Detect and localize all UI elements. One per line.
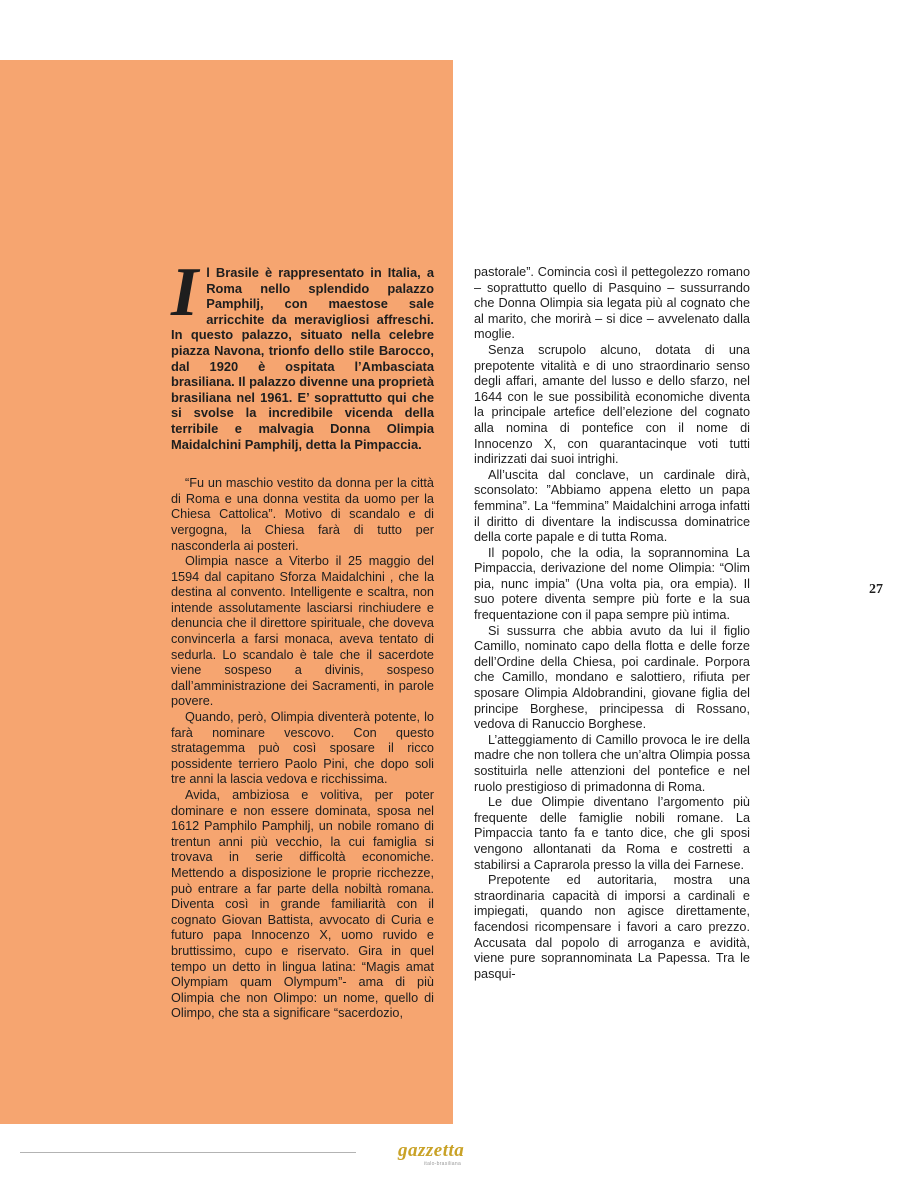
body-paragraph: Avida, ambiziosa e volitiva, per poter dominare e non essere dominata, sposa nel 1612 Pamphilo Pamphilj, un nobile romano di trentun anni più vecchio, la cui famiglia si trovava in serie difficoltà economiche. Mettendo a disposizione le proprie ricchezze, può entrare a far parte della nobiltà romana. Diventa così in grande familiarità con il cognato Giovan Battista, avvocato di Curia e futuro papa Innocenzo X, uomo ruvido e bruttissimo, cupo e riservato. Gira in quel tempo un detto in lingua latina: “Magis amat Olympiam quam Olympum”- ama di più Olimpia che non Olimpo: un nome, quello di Olimpo, che sta a significare “sacerdozio, bbox=[171, 788, 434, 1021]
drop-cap: I bbox=[171, 254, 199, 331]
body-paragraph: Le due Olimpie diventano l’argomento più frequente delle famiglie nobili romane. La Pimpaccia tanto fa e tanto dice, che gli sposi vengono allontanati da Roma e costretti a stabilirsi a Caprarola presso la villa dei Farnese. bbox=[474, 795, 750, 872]
logo-subtitle: italo-brasiliana bbox=[424, 1161, 462, 1167]
body-paragraph: Senza scrupolo alcuno, dotata di una prepotente vitalità e di uno straordinario senso degli affari, amante del lusso e dello sfarzo, nel 1644 con le sue possibilità economiche diventa la principale artefice dell’elezione del cognato alla nomina di pontefice con il nome di Innocenzo X, con quarantacinque voti tutti indirizzati dai suoi intrighi. bbox=[474, 342, 750, 467]
page-number: 27 bbox=[869, 582, 883, 597]
body-paragraph: L’atteggiamento di Camillo provoca le ire della madre che non tollera che un’altra Olimpia possa sostituirla nelle attenzioni del pontefice e nel ruolo prestigioso di primadonna di Roma. bbox=[474, 732, 750, 794]
body-paragraph: All’uscita dal conclave, un cardinale dirà, sconsolato: ”Abbiamo appena eletto un papa femmina”. La “femmina” Maidalchini arroga infatti il diritto di diventare la indiscussa dominatrice della corte papale e di tutta Roma. bbox=[474, 467, 750, 545]
body-paragraph: “Fu un maschio vestito da donna per la città di Roma e una donna vestita da uomo per la Chiesa Cattolica”. Motivo di scandalo e di vergogna, la Chiesa farà di tutto per nasconderla ai posteri. bbox=[171, 476, 434, 553]
body-paragraph: Si sussurra che abbia avuto da lui il figlio Camillo, nominato capo della flotta e delle forze dell’Ordine della Chiesa, poi cardinale. Porpora che Camillo, mondano e salottiero, rifiuta per sposare Olimpia Aldobrandini, giovane figlia del principe Borghese, principessa di Rossano, vedova di Ranuccio Borghese. bbox=[474, 623, 750, 732]
body-paragraph: Olimpia nasce a Viterbo il 25 maggio del 1594 dal capitano Sforza Maidalchini , che la destina al convento. Intelligente e scaltra, non intende assolutamente lasciarsi rinchiudere e denuncia che il direttore spirituale, che doveva convincerla a farsi monaca, aveva tentato di sedurla. Lo scandalo è tale che il sacerdote viene sospeso a divinis, sospeso dall’amministrazione dei Sacramenti, in parole povere. bbox=[171, 554, 434, 709]
body-paragraph: Il popolo, che la odia, la soprannomina La Pimpaccia, derivazione del nome Olimpia: “Olim pia, nunc impia” (Una volta pia, ora empia). Il suo potere diventa sempre più forte e la sua frequentazione con il papa sempre più intima. bbox=[474, 545, 750, 623]
body-paragraph: Prepotente ed autoritaria, mostra una straordinaria capacità di imporsi a cardinali e impiegati, quando non agisce direttamente, facendosi ricompensare i favori a caro prezzo. Accusata dal popolo di arroganza e avidità, viene pure soprannominata La Papessa. Tra le pasqui- bbox=[474, 873, 750, 981]
gazzetta-logo bbox=[398, 1140, 513, 1170]
body-paragraph: Quando, però, Olimpia diventerà potente, lo farà nominare vescovo. Con questo stratagemma può così sposare il ricco possidente terriero Paolo Pini, che dopo soli tre anni la lascia vedova e ricchissima. bbox=[171, 710, 434, 787]
article-intro bbox=[171, 254, 434, 452]
body-paragraph-continued: pastorale”. Comincia così il pettegolezzo romano – soprattutto quello di Pasquino – sussurrando che Donna Olimpia sia legata più al cognato che al marito, che morirà – si dice – avvelenato dalla moglie. bbox=[474, 265, 750, 342]
intro-text: l Brasile è rappresentato in Italia, a Roma nello splendido palazzo Pamphilj, con maestose sale arricchite da meravigliosi affreschi. In questo palazzo, situato nella celebre piazza Navona, trionfo dello stile Barocco, dal 1920 è ospitata l’Ambasciata brasiliana. Il palazzo divenne una proprietà brasiliana nel 1961. E’ soprattutto qui che si svolse la incredibile vicenda della terribile e malvagia Donna Olimpia Maidalchini Pamphilj, detta la Pimpaccia. bbox=[171, 265, 434, 452]
logo-wordmark: gazzetta bbox=[398, 1140, 465, 1161]
footer-divider bbox=[20, 1152, 356, 1153]
article-column-left bbox=[171, 254, 434, 1022]
article-column-right bbox=[474, 265, 750, 982]
